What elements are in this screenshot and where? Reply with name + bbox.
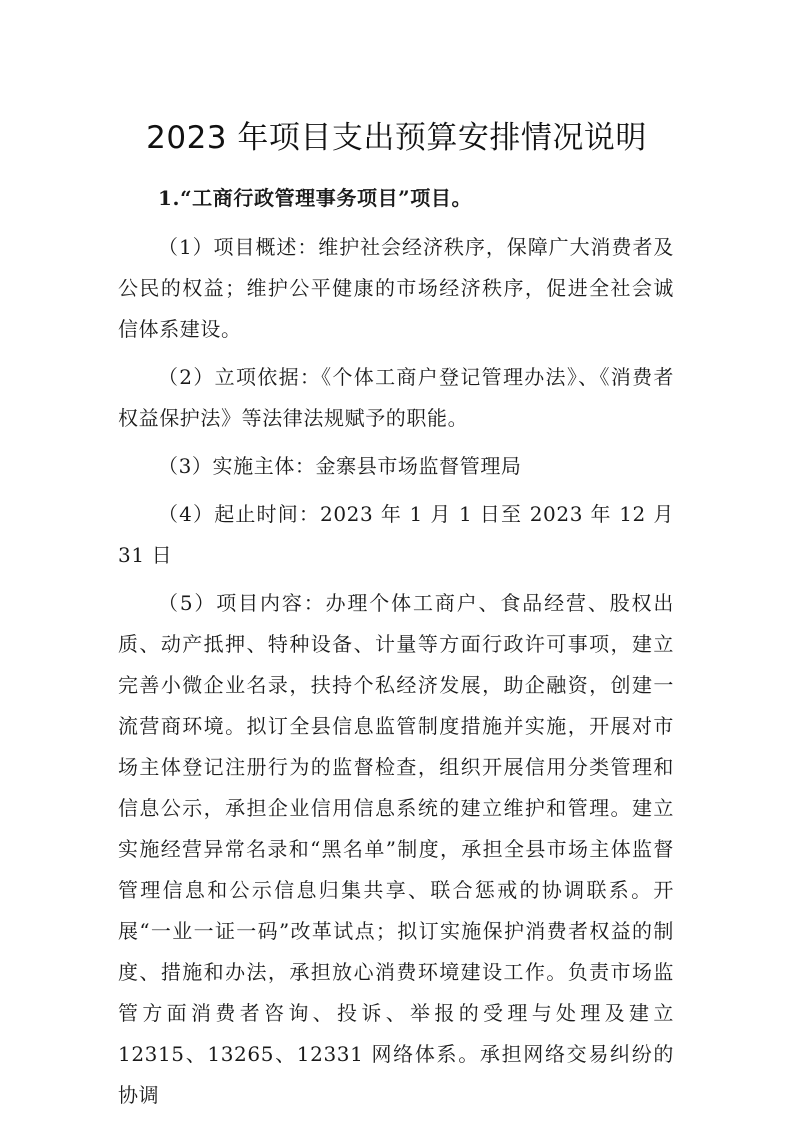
- document-body: [118, 178, 674, 1116]
- paragraph-overview: （1）项目概述：维护社会经济秩序，保障广大消费者及公民的权益；维护公平健康的市场经济秩序，促进全社会诚信体系建设。: [118, 235, 674, 341]
- paragraph-implementer: （3）实施主体：金寨县市场监督管理局: [158, 454, 522, 478]
- paragraph-period: （4）起止时间：2023 年 1 月 1 日至 2023 年 12 月 31 日: [118, 502, 674, 567]
- document-title: 2023 年项目支出预算安排情况说明: [146, 120, 647, 156]
- paragraph-basis: （2）立项依据：《个体工商户登记管理办法》、《消费者权益保护法》等法律法规赋予的职能。: [118, 365, 674, 430]
- paragraph-content: （5）项目内容：办理个体工商户、食品经营、股权出质、动产抵押、特种设备、计量等方面行政许可事项，建立完善小微企业名录，扶持个私经济发展，助企融资，创建一流营商环境。拟订全县信息监管制度措施并实施，开展对市场主体登记注册行为的监督检查，组织开展信用分类管理和信息公示，承担企业信用信息系统的建立维护和管理。建立实施经营异常名录和“黑名单”制度，承担全县市场主体监督管理信息和公示信息归集共享、联合惩戒的协调联系。开展“一业一证一码”改革试点；拟订实施保护消费者权益的制度、措施和办法，承担放心消费环境建设工作。负责市场监管方面消费者咨询、投诉、举报的受理与处理及建立12315、13265、12331 网络体系。承担网络交易纠纷的协调: [118, 591, 674, 1107]
- section-heading: 1.“工商行政管理事务项目”项目。: [158, 186, 473, 210]
